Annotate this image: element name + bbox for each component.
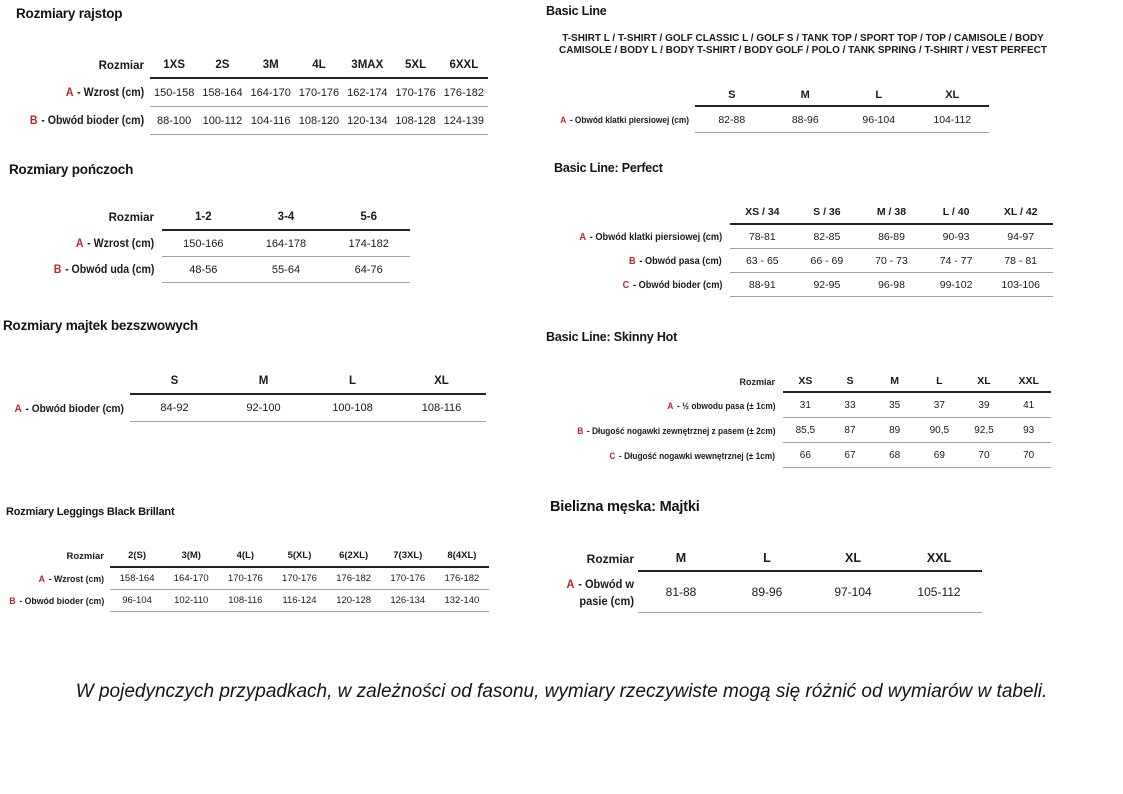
size-value: 35 (872, 393, 917, 418)
basic-line-size-table (545, 85, 989, 133)
dimension-name: - Obwód pasa (cm) (639, 255, 722, 267)
dimension-letter: B (53, 264, 61, 276)
dimension-letter: B (629, 255, 637, 267)
measurement-label-text (564, 576, 634, 608)
size-value: 90,5 (917, 418, 962, 443)
size-value: 78-81 (730, 225, 795, 249)
size-value: 124-139 (440, 107, 488, 135)
size-value: 96-104 (842, 107, 916, 133)
dimension-name: - Wzrost (cm) (76, 87, 144, 99)
size-column-header: L (308, 368, 397, 395)
size-value: 70 - 73 (859, 249, 924, 273)
size-value: 150-166 (162, 231, 245, 257)
size-value: 68 (872, 443, 917, 468)
size-value: 86-89 (859, 225, 924, 249)
table-title-basic-line-skinny-hot: Basic Line: Skinny Hot (546, 330, 678, 344)
size-value: 89 (872, 418, 917, 443)
size-value: 150-158 (150, 79, 198, 107)
size-value: 96-104 (110, 590, 164, 612)
size-column-header: 3-4 (245, 205, 328, 231)
table-title-rajstopy: Rozmiary rajstop (16, 6, 123, 21)
size-column-header: XL (810, 546, 896, 572)
measurement-label (0, 107, 150, 135)
measurement-label (0, 395, 130, 422)
size-column-header: S (130, 368, 219, 395)
size-value: 164-170 (164, 568, 218, 590)
size-column-header: XL (397, 368, 486, 395)
size-column-header: 1-2 (162, 205, 245, 231)
size-column-header: XL / 42 (988, 201, 1053, 225)
dimension-letter: A (14, 402, 22, 415)
measurement-label-text (39, 574, 104, 585)
table-title-basic-line: Basic Line (546, 4, 607, 18)
measurement-label-text (9, 596, 104, 607)
basic-line-skinny-hot-size-table (545, 371, 1051, 468)
dimension-name: - Wzrost (cm) (86, 238, 154, 250)
size-column-header: XS (783, 371, 828, 393)
measurement-label-text (577, 426, 775, 436)
size-value: 88-100 (150, 107, 198, 135)
measurement-label (0, 257, 162, 283)
size-value: 66 (783, 443, 828, 468)
measurement-label (556, 572, 638, 613)
dimension-letter: A (65, 87, 74, 99)
size-value: 88-96 (769, 107, 843, 133)
bielizna-meska-majtki-size-table (556, 546, 982, 613)
measurement-label (0, 568, 110, 590)
size-column-header: XL (962, 371, 1007, 393)
dimension-letter: A (75, 238, 84, 250)
size-value: 176-182 (440, 79, 488, 107)
size-column-header: S (695, 85, 769, 107)
size-value: 70 (962, 443, 1007, 468)
size-value: 99-102 (924, 273, 989, 297)
size-value: 84-92 (130, 395, 219, 422)
basic-line-perfect-size-table (545, 201, 1053, 297)
measurement-label-text (629, 256, 722, 267)
majtki-bezszwowe-size-table (0, 368, 486, 422)
size-row-header-label (0, 368, 130, 395)
measurement-label-text (30, 115, 144, 127)
size-value: 69 (917, 443, 962, 468)
measurement-label (545, 249, 730, 273)
size-value: 108-116 (397, 395, 486, 422)
size-column-header: 6(2XL) (327, 545, 381, 568)
measurement-label (545, 225, 730, 249)
dimension-name: - Obwód klatki piersiowej (cm) (589, 231, 722, 243)
size-value: 37 (917, 393, 962, 418)
measurement-label-text (609, 451, 775, 461)
leggings-black-brillant-size-table (0, 545, 489, 612)
size-column-header: XS / 34 (730, 201, 795, 225)
size-column-header: L (724, 546, 810, 572)
size-value: 92-95 (795, 273, 860, 297)
size-column-header: S (828, 371, 873, 393)
size-value: 170-176 (272, 568, 326, 590)
measurement-label-text (579, 232, 722, 243)
size-value: 164-170 (247, 79, 295, 107)
size-value: 103-106 (988, 273, 1053, 297)
size-value: 82-85 (795, 225, 860, 249)
size-value: 108-116 (218, 590, 272, 612)
size-row-header-label: Rozmiar (108, 212, 154, 224)
size-column-header: M (638, 546, 724, 572)
size-value: 96-98 (859, 273, 924, 297)
table-title-basic-line-perfect: Basic Line: Perfect (554, 161, 663, 175)
size-value: 87 (828, 418, 873, 443)
size-value: 170-176 (218, 568, 272, 590)
dimension-letter: A (579, 231, 586, 243)
size-value: 55-64 (245, 257, 328, 283)
measurement-label-text (15, 403, 124, 415)
size-value: 170-176 (391, 79, 439, 107)
size-column-header: 5(XL) (272, 545, 326, 568)
measurement-label (545, 393, 783, 418)
size-column-header: 3MAX (343, 52, 391, 79)
size-value: 174-182 (327, 231, 410, 257)
size-value: 120-134 (343, 107, 391, 135)
footnote: W pojedynczych przypadkach, w zależności od fasonu, wymiary rzeczywiste mogą się różnić od wymiarów w tabeli. (75, 681, 1048, 702)
size-value: 89-96 (724, 572, 810, 613)
size-value: 92,5 (962, 418, 1007, 443)
dimension-name: - Obwód uda (cm) (64, 264, 154, 276)
size-value: 70 (1006, 443, 1051, 468)
basic-line-product-list (558, 33, 1048, 56)
size-column-header: 4(L) (218, 545, 272, 568)
size-value: 67 (828, 443, 873, 468)
measurement-label (545, 443, 783, 468)
size-value: 104-116 (247, 107, 295, 135)
measurement-label (545, 273, 730, 297)
size-row-header-label (545, 85, 695, 107)
size-column-header: S / 36 (795, 201, 860, 225)
size-column-header: M (219, 368, 308, 395)
size-value: 170-176 (381, 568, 435, 590)
size-row-header-label: Rozmiar (739, 377, 775, 387)
size-value: 105-112 (896, 572, 982, 613)
size-column-header: 2(S) (110, 545, 164, 568)
size-value: 102-110 (164, 590, 218, 612)
dimension-letter: A (566, 577, 575, 592)
size-value: 100-112 (198, 107, 246, 135)
size-row-header-label: Rozmiar (66, 551, 104, 562)
size-column-header: 7(3XL) (381, 545, 435, 568)
table-title-ponczochy: Rozmiary pończoch (9, 162, 134, 177)
size-value: 31 (783, 393, 828, 418)
dimension-name: - Obwód klatki piersiowej (cm) (569, 115, 689, 125)
size-value: 108-128 (391, 107, 439, 135)
measurement-label-text (560, 115, 689, 125)
size-value: 176-182 (435, 568, 489, 590)
size-value: 66 - 69 (795, 249, 860, 273)
size-value: 74 - 77 (924, 249, 989, 273)
size-column-header: XXL (896, 546, 982, 572)
size-column-header: L / 40 (924, 201, 989, 225)
dimension-name: - Długość nogawki zewnętrznej z pasem (± 2cm) (586, 425, 775, 436)
size-value: 82-88 (695, 107, 769, 133)
measurement-label (0, 590, 110, 612)
dimension-letter: A (666, 400, 673, 411)
size-row-header-label: Rozmiar (586, 552, 634, 566)
size-column-header: XXL (1006, 371, 1051, 393)
dimension-name: - Wzrost (cm) (48, 573, 104, 585)
dimension-name: - Obwód bioder (cm) (41, 115, 144, 127)
size-value: 63 - 65 (730, 249, 795, 273)
measurement-label-text (53, 264, 154, 276)
dimension-letter: C (609, 450, 616, 461)
dimension-letter: B (576, 425, 583, 436)
size-value: 176-182 (327, 568, 381, 590)
size-value: 120-128 (327, 590, 381, 612)
basic-line-product-list-line-2: CAMISOLE / BODY L / BODY T-SHIRT / BODY GOLF / POLO / TANK SPRING / T-SHIRT / VEST PERFECT (559, 43, 1047, 56)
table-title-majtki-bezszwowe: Rozmiary majtek bezszwowych (3, 318, 198, 333)
size-column-header: 4L (295, 52, 343, 79)
size-value: 39 (962, 393, 1007, 418)
dimension-letter: B (9, 595, 16, 607)
size-value: 162-174 (343, 79, 391, 107)
measurement-label-text (667, 401, 775, 411)
size-value: 126-134 (381, 590, 435, 612)
measurement-label-text (66, 87, 144, 99)
measurement-label (545, 107, 695, 133)
size-value: 116-124 (272, 590, 326, 612)
size-value: 94-97 (988, 225, 1053, 249)
size-column-header: 3M (247, 52, 295, 79)
dimension-name: - Obwód bioder (cm) (632, 279, 722, 291)
ponczochy-size-table (0, 205, 410, 283)
size-value: 100-108 (308, 395, 397, 422)
size-column-header: 1XS (150, 52, 198, 79)
dimension-name: - Obwód w pasie (cm) (578, 577, 634, 608)
size-column-header: 6XXL (440, 52, 488, 79)
measurement-label (0, 231, 162, 257)
size-value: 158-164 (110, 568, 164, 590)
size-value: 48-56 (162, 257, 245, 283)
dimension-letter: C (622, 279, 629, 291)
size-row-header-label: Rozmiar (98, 59, 144, 72)
size-value: 78 - 81 (988, 249, 1053, 273)
size-column-header: M / 38 (859, 201, 924, 225)
size-value: 41 (1006, 393, 1051, 418)
size-value: 81-88 (638, 572, 724, 613)
size-row-header-label (545, 201, 730, 225)
rajstopy-size-table (0, 52, 488, 135)
size-value: 90-93 (924, 225, 989, 249)
dimension-letter: B (29, 115, 38, 127)
size-column-header: 2S (198, 52, 246, 79)
dimension-name: - Długość nogawki wewnętrznej (± 1cm) (619, 450, 775, 461)
size-value: 132-140 (435, 590, 489, 612)
measurement-label (545, 418, 783, 443)
size-column-header: 5XL (391, 52, 439, 79)
dimension-name: - Obwód bioder (cm) (19, 595, 105, 607)
size-column-header: 3(M) (164, 545, 218, 568)
size-value: 97-104 (810, 572, 896, 613)
size-value: 93 (1006, 418, 1051, 443)
size-value: 64-76 (327, 257, 410, 283)
size-column-header: 8(4XL) (435, 545, 489, 568)
dimension-name: - ½ obwodu pasa (± 1cm) (676, 400, 775, 411)
size-column-header: L (917, 371, 962, 393)
table-title-leggings-black-brillant: Rozmiary Leggings Black Brillant (6, 506, 175, 518)
measurement-label-text (622, 280, 722, 291)
size-value: 108-120 (295, 107, 343, 135)
size-value: 104-112 (916, 107, 990, 133)
size-column-header: XL (916, 85, 990, 107)
size-value: 92-100 (219, 395, 308, 422)
measurement-label-text (76, 238, 154, 250)
dimension-name: - Obwód bioder (cm) (25, 402, 125, 415)
size-value: 158-164 (198, 79, 246, 107)
size-column-header: L (842, 85, 916, 107)
dimension-letter: A (560, 115, 567, 125)
size-column-header: M (872, 371, 917, 393)
size-value: 170-176 (295, 79, 343, 107)
size-column-header: M (769, 85, 843, 107)
size-value: 88-91 (730, 273, 795, 297)
size-value: 85,5 (783, 418, 828, 443)
measurement-label (0, 79, 150, 107)
basic-line-product-list-line-1: T-SHIRT L / T-SHIRT / GOLF CLASSIC L / GOLF S / TANK TOP / SPORT TOP / TOP / CAMISOLE / BODY (562, 32, 1044, 44)
size-column-header: 5-6 (327, 205, 410, 231)
table-title-bielizna-meska-majtki: Bielizna męska: Majtki (550, 499, 700, 515)
dimension-letter: A (38, 573, 45, 585)
size-value: 164-178 (245, 231, 328, 257)
size-value: 33 (828, 393, 873, 418)
